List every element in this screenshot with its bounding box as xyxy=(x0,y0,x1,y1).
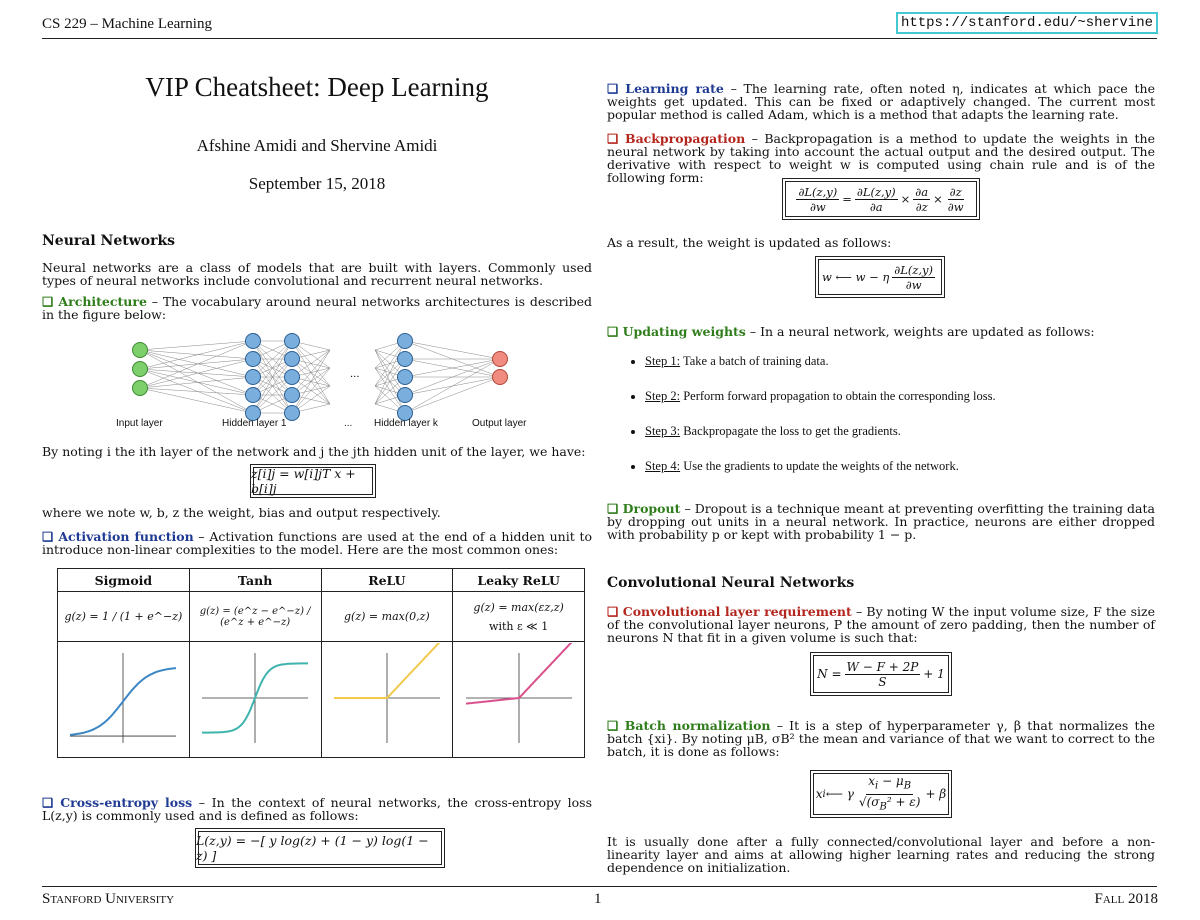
updating-weights-text: – In a neural network, weights are updated as follows: xyxy=(749,324,1095,339)
learning-rate-keyword: ❏ Learning rate xyxy=(607,81,724,96)
activation-keyword: ❏ Activation function xyxy=(42,529,194,544)
fig-label-ellipsis: ... xyxy=(344,418,353,429)
architecture-paragraph xyxy=(42,295,592,321)
header-url-text: https://stanford.edu/~shervine xyxy=(900,15,1153,31)
nn-neuron xyxy=(133,381,148,396)
nn-neuron xyxy=(285,334,300,349)
th-tanh: Tanh xyxy=(189,569,321,592)
fig-label-hidden-k: Hidden layer k xyxy=(374,418,438,429)
formula-tanh: g(z) = (e^z − e^−z) / (e^z + e^−z) xyxy=(189,592,321,642)
plot-cell-relu xyxy=(321,642,453,758)
step-item xyxy=(645,459,996,473)
nn-neuron xyxy=(285,352,300,367)
step-item xyxy=(645,389,996,403)
equation-z-text: z[i]j = w[i]jT x + b[i]j xyxy=(251,466,356,496)
noting-text: By noting i the ith layer of the network and j the jth hidden unit of the layer, we have: xyxy=(42,444,586,459)
plot-leaky-relu xyxy=(456,643,582,753)
step-text: Take a batch of training data. xyxy=(682,354,829,368)
plot-sigmoid xyxy=(60,643,186,753)
activation-table xyxy=(57,568,585,758)
header-course-text: CS 229 – Machine Learning xyxy=(42,16,212,32)
nn-intro: Neural networks are a class of models that are built with layers. Commonly used types of neural networks include convolutional and recurrent neural networks. xyxy=(42,260,592,288)
nn-edge xyxy=(140,350,253,359)
nn-neuron xyxy=(398,334,413,349)
th-relu: ReLU xyxy=(321,569,453,592)
step-text: Backpropagate the loss to get the gradients. xyxy=(683,424,901,438)
equation-batch-norm: x i ⟵ γ $\frac{x_i - \mu_B}{√(\sigma_B^2 + \varepsilon)}$ + β xyxy=(810,770,952,818)
header-rule xyxy=(42,38,1157,39)
equation-weight-update: w ⟵ w − η $\frac{\partial L(z,y)}{\partial w}$ xyxy=(815,256,945,298)
formula-leaky-relu-text: g(z) = max(εz,z) xyxy=(473,600,564,614)
noting-paragraph xyxy=(42,445,592,458)
where-paragraph: where we note w, b, z the weight, bias and output respectively. xyxy=(42,505,441,520)
activation-table-formula-row xyxy=(58,592,585,642)
nn-neuron xyxy=(398,352,413,367)
activation-text: – Activation functions are used at the end of a hidden unit to introduce non-linear complexities to the model. Here are the most common ones: xyxy=(42,529,592,557)
backprop-keyword: ❏ Backpropagation xyxy=(607,131,746,146)
updating-weights-paragraph xyxy=(607,325,1155,338)
cross-entropy-paragraph xyxy=(42,796,592,822)
leaky-relu-note: with ε ≪ 1 xyxy=(489,619,549,633)
nn-edge xyxy=(140,359,253,369)
step-label: Step 3: xyxy=(645,424,681,438)
formula-relu: g(z) = max(0,z) xyxy=(321,592,453,642)
step-label: Step 4: xyxy=(645,459,681,473)
conv-layer-text: – By noting W the input volume size, F the size of the convolutional layer neurons, P the amount of zero padding, then the number of neurons N that fit in a given volume is such that: xyxy=(607,604,1155,645)
formula-sigmoid: g(z) = 1 / (1 + e^−z) xyxy=(58,592,190,642)
th-sigmoid: Sigmoid xyxy=(58,569,190,592)
learning-rate-paragraph xyxy=(607,82,1155,121)
date: September 15, 2018 xyxy=(248,174,386,193)
conv-layer-keyword: ❏ Convolutional layer requirement xyxy=(607,604,852,619)
nn-edge xyxy=(140,377,253,388)
section-cnn: Convolutional Neural Networks xyxy=(607,575,855,591)
equation-z xyxy=(250,464,376,498)
footer-left: Stanford University xyxy=(42,891,175,907)
footer-right: Fall 2018 xyxy=(1094,891,1158,907)
equation-neurons: N = $\frac{W - F + 2P}{S}$ + 1 xyxy=(810,652,952,696)
backprop-paragraph xyxy=(607,132,1155,184)
cross-entropy-text: – In the context of neural networks, the cross-entropy loss L(z,y) is commonly used and is defined as follows: xyxy=(42,795,593,823)
nn-neuron xyxy=(398,388,413,403)
nn-edge xyxy=(140,350,253,413)
activation-paragraph xyxy=(42,530,592,556)
fig-label-hidden-1: Hidden layer 1 xyxy=(222,418,287,429)
step-label: Step 2: xyxy=(645,389,681,403)
nn-edge xyxy=(140,341,253,388)
dropout-keyword: ❏ Dropout xyxy=(607,501,681,516)
nn-edge xyxy=(405,341,500,359)
batch-norm-paragraph xyxy=(607,719,1155,758)
steps-list xyxy=(607,354,996,494)
step-text: Use the gradients to update the weights of the network. xyxy=(683,459,959,473)
architecture-text: – The vocabulary around neural networks architectures is described in the figure below: xyxy=(42,294,593,322)
nn-neuron xyxy=(493,370,508,385)
dropout-text: – Dropout is a technique meant at preventing overfitting the training data by dropping out units in a neural network. In practice, neurons are either dropped with probability p or kept with probability 1 − p. xyxy=(607,501,1155,542)
fig-label-output: Output layer xyxy=(472,418,527,429)
equation-chain-rule: $\frac{\partial L(z,y)}{\partial w}$ = $\frac{\partial L(z,y)}{\partial a}$ × $\frac{\partial a}{\partial z}$ × $\frac{\partial z}{\partial w}$ xyxy=(782,178,980,220)
step-item xyxy=(645,424,996,438)
nn-edges xyxy=(140,341,500,413)
batch-norm-keyword: ❏ Batch normalization xyxy=(607,718,771,733)
nn-ellipsis: ... xyxy=(350,369,360,380)
cross-entropy-keyword: ❏ Cross-entropy loss xyxy=(42,795,193,810)
nn-neuron xyxy=(398,370,413,385)
plot-tanh xyxy=(192,643,318,753)
header-course xyxy=(42,16,212,33)
fig-label-input: Input layer xyxy=(116,418,163,429)
nn-neuron xyxy=(246,352,261,367)
result-paragraph: As a result, the weight is updated as follows: xyxy=(607,235,892,250)
plot-relu xyxy=(324,643,450,753)
dropout-paragraph xyxy=(607,502,1155,541)
backprop-text: – Backpropagation is a method to update the weights in the neural network by taking into account the actual output and the desired output. The derivative with respect to weight w is computed using chain rule and is of the following form: xyxy=(607,131,1155,185)
th-leaky-relu: Leaky ReLU xyxy=(453,569,585,592)
nn-edge xyxy=(140,341,253,350)
header-url-link[interactable] xyxy=(896,12,1158,34)
formula-leaky-relu xyxy=(453,592,585,642)
nn-neuron xyxy=(133,343,148,358)
page-title: VIP Cheatsheet: Deep Learning xyxy=(145,72,489,102)
nn-edge xyxy=(405,377,500,413)
step-item xyxy=(645,354,996,368)
nn-neuron xyxy=(493,352,508,367)
conv-layer-paragraph xyxy=(607,605,1155,644)
equation-cross-entropy-text: L(z,y) = −[ y log(z) + (1 − y) log(1 − z) ] xyxy=(196,833,429,863)
learning-rate-text: – The learning rate, often noted η, indicates at which pace the weights get updated. This can be fixed or adaptively changed. The current most popular method is called Adam, which is a method that adapts the learning rate. xyxy=(607,81,1155,122)
batch-norm-text: – It is a step of hyperparameter γ, β that normalizes the batch {xi}. By noting μB, σB² the mean and variance of that we want to correct to the batch, it is done as follows: xyxy=(607,718,1155,759)
nn-neuron xyxy=(246,388,261,403)
footer-rule xyxy=(42,886,1157,887)
nn-edge xyxy=(140,341,253,369)
activation-table-plot-row xyxy=(58,642,585,758)
updating-weights-keyword: ❏ Updating weights xyxy=(607,324,746,339)
nn-edge xyxy=(405,359,500,413)
plot-cell-tanh xyxy=(189,642,321,758)
step-text: Perform forward propagation to obtain the corresponding loss. xyxy=(683,389,996,403)
batch-norm-after: It is usually done after a fully connected/convolutional layer and before a non-linearity layer and aims at allowing higher learning rates and reducing the strong dependence on initialization. xyxy=(607,834,1155,875)
section-neural-networks: Neural Networks xyxy=(42,233,176,249)
activation-table-header-row xyxy=(58,569,585,592)
authors: Afshine Amidi and Shervine Amidi xyxy=(196,136,438,155)
step-label: Step 1: xyxy=(645,354,681,368)
nn-neuron xyxy=(246,334,261,349)
nn-neuron xyxy=(285,388,300,403)
equation-cross-entropy xyxy=(195,828,445,868)
footer-page-number: 1 xyxy=(594,891,602,907)
architecture-keyword: ❏ Architecture xyxy=(42,294,147,309)
nn-neuron xyxy=(285,406,300,421)
nn-neuron xyxy=(285,370,300,385)
plot-cell-leaky-relu xyxy=(453,642,585,758)
plot-cell-sigmoid xyxy=(58,642,190,758)
nn-neuron xyxy=(133,362,148,377)
nn-edge xyxy=(140,350,253,395)
nn-neuron xyxy=(246,370,261,385)
